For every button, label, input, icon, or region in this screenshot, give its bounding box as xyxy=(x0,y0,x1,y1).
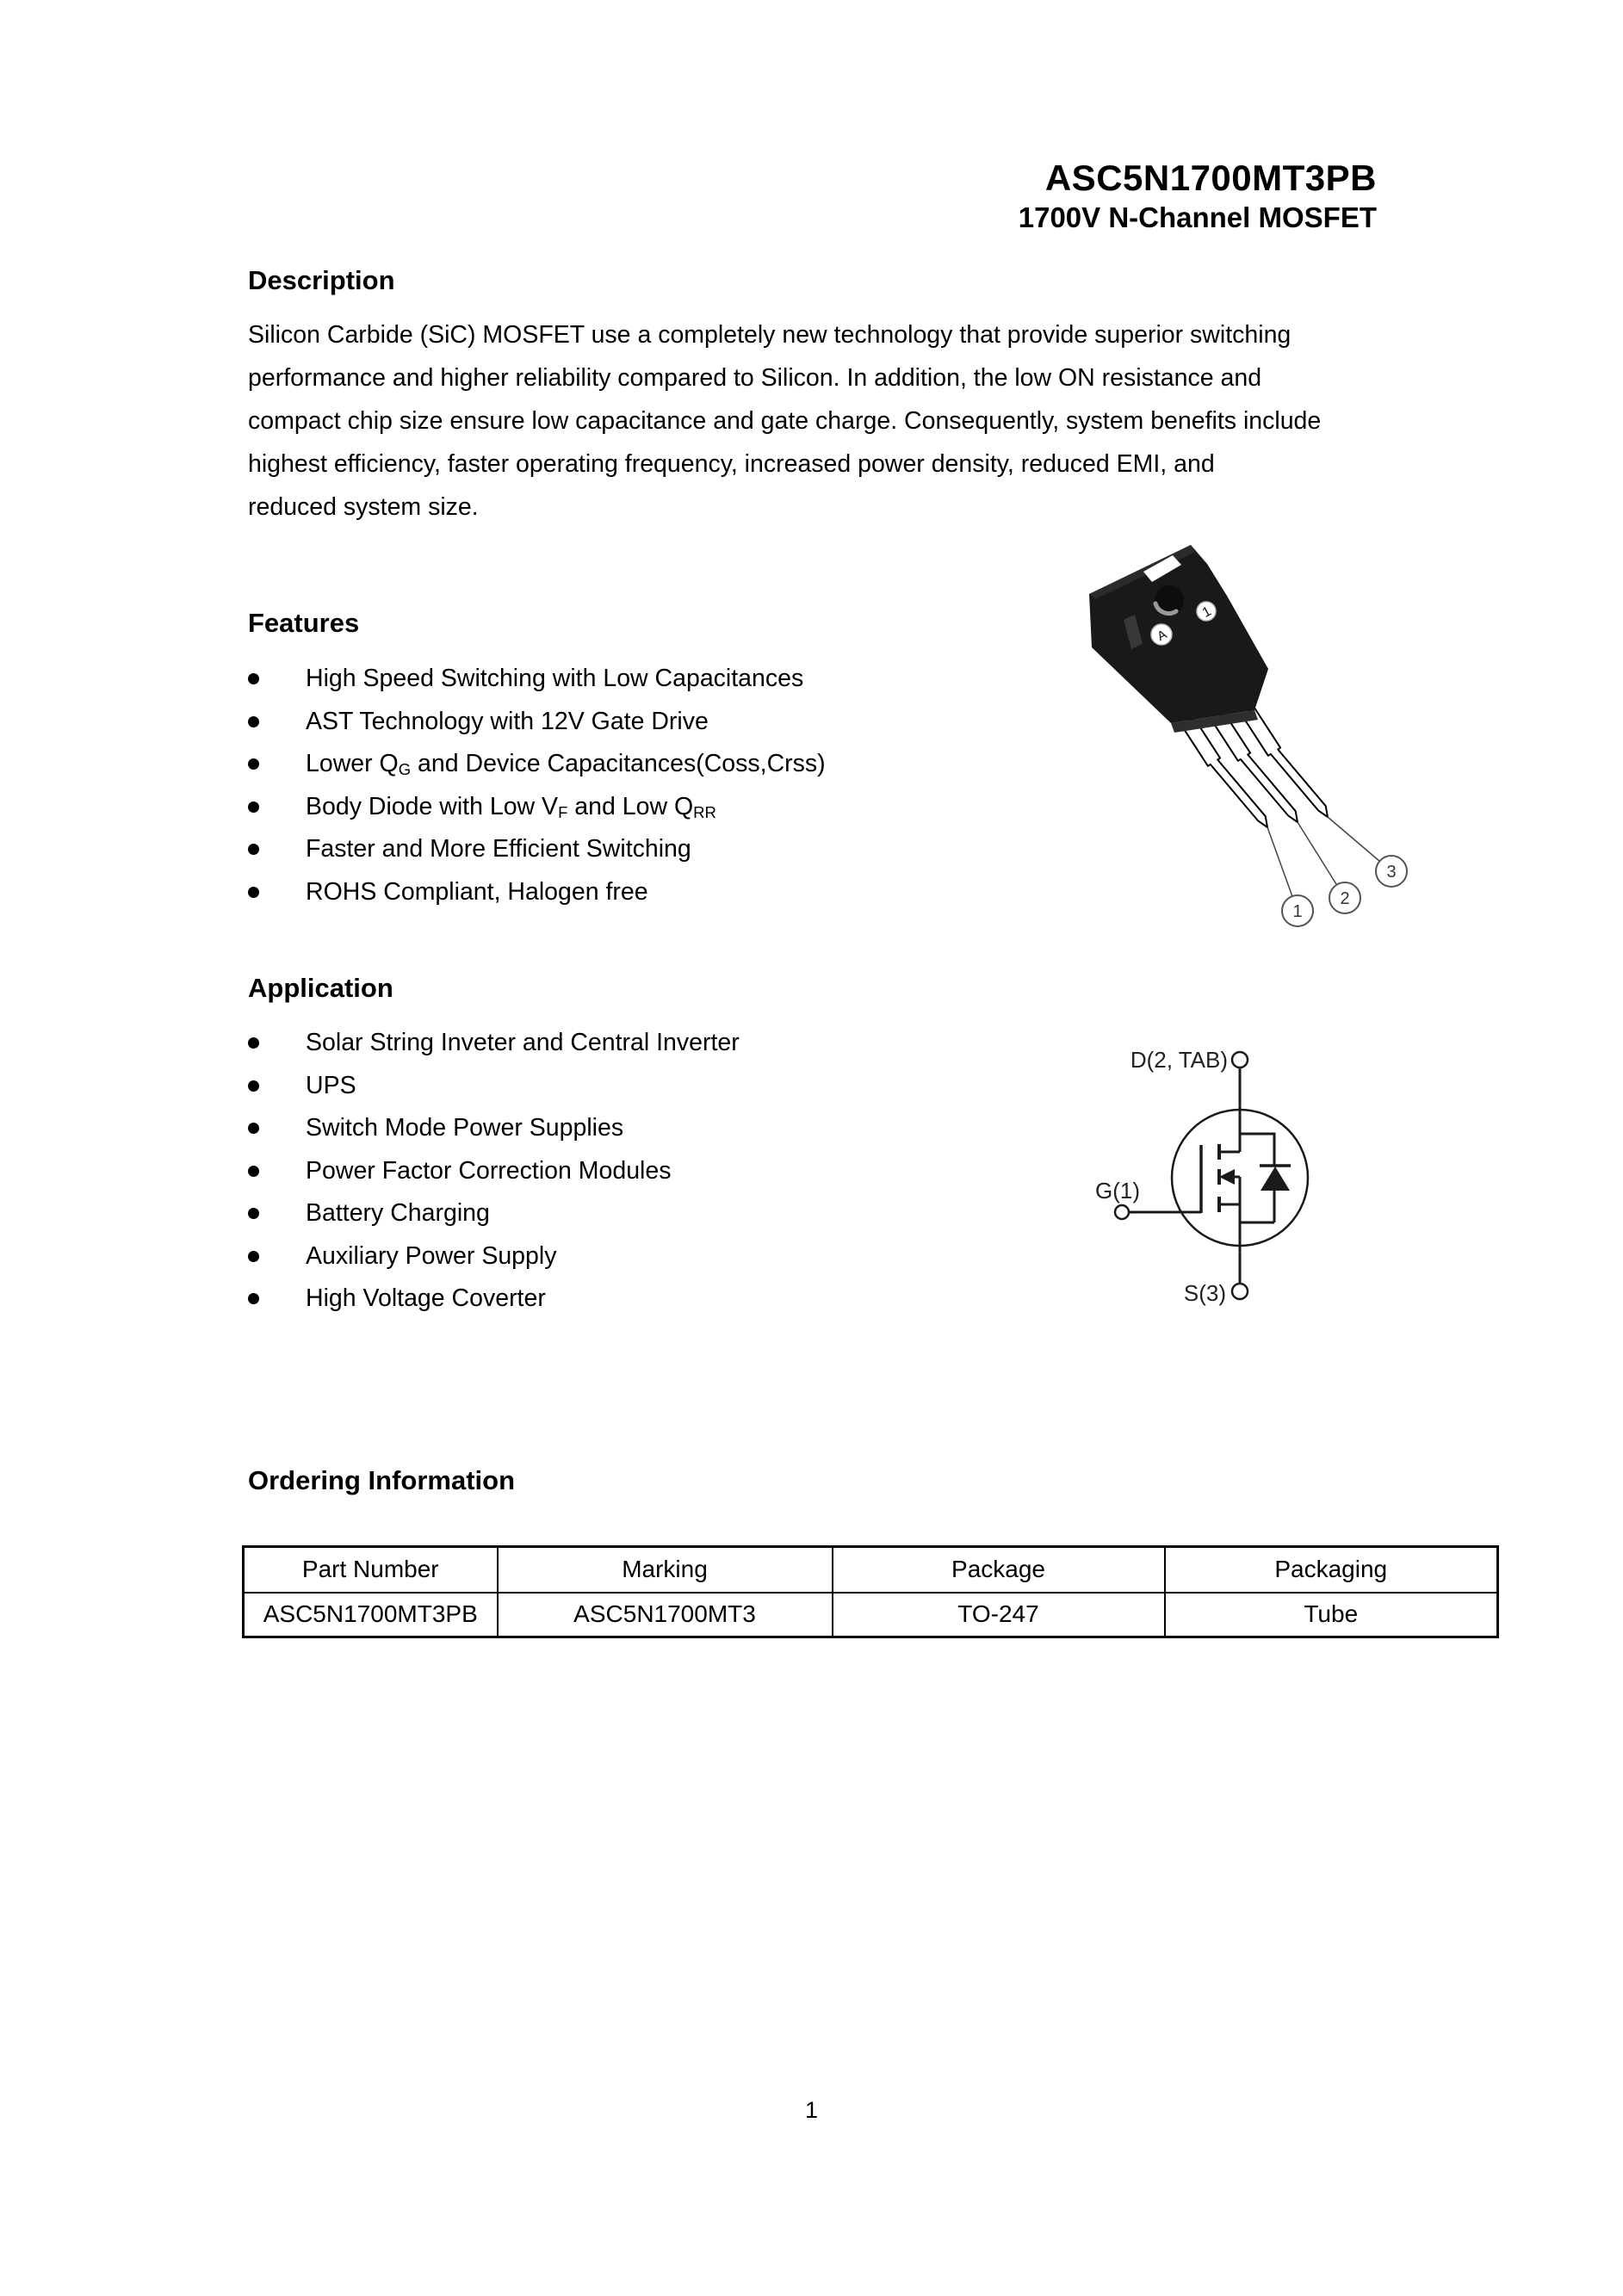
rev-mark-label: A xyxy=(1155,627,1170,645)
bullet-icon xyxy=(248,801,259,813)
drain-label: D(2, TAB) xyxy=(1130,1047,1228,1073)
bullet-icon xyxy=(248,758,259,770)
application-item xyxy=(248,1107,1195,1150)
feature-item xyxy=(248,786,1195,829)
bullet-icon xyxy=(248,1037,259,1049)
feature-item-label: Lower $Q_G$ and Device Capacitances(Coss,Crss) xyxy=(306,750,826,779)
table-header-cell: Package xyxy=(833,1547,1165,1593)
feature-item xyxy=(248,828,1195,871)
application-item-label: Solar String Inveter and Central Inverter xyxy=(306,1029,740,1057)
ordering-heading: Ordering Information xyxy=(248,1465,515,1495)
application-item xyxy=(248,1235,1195,1278)
package-drawing-to247 xyxy=(1059,534,1472,964)
feature-item-label: Faster and More Efficient Switching xyxy=(306,835,691,863)
table-header-cell: Packaging xyxy=(1165,1547,1498,1593)
table-data-cell: Tube xyxy=(1165,1593,1498,1637)
gate-terminal xyxy=(1115,1205,1129,1219)
application-list xyxy=(248,1022,1195,1321)
application-item-label: UPS xyxy=(306,1071,356,1099)
application-item xyxy=(248,1278,1195,1321)
application-item-label: Power Factor Correction Modules xyxy=(306,1156,672,1185)
description-line: reduced system size. xyxy=(248,493,479,521)
table-header-cell: Marking xyxy=(498,1547,833,1593)
application-item xyxy=(248,1022,1195,1065)
bullet-icon xyxy=(248,673,259,684)
application-item xyxy=(248,1065,1195,1108)
feature-item-label: ROHS Compliant, Halogen free xyxy=(306,877,648,906)
bullet-icon xyxy=(248,1208,259,1219)
description-heading: Description xyxy=(248,265,395,295)
channel-arrow xyxy=(1219,1169,1235,1185)
bullet-icon xyxy=(248,1293,259,1304)
gate-label: G(1) xyxy=(1095,1178,1140,1204)
source-label: S(3) xyxy=(1183,1280,1226,1306)
bullet-icon xyxy=(248,1123,259,1134)
mosfet-symbol-diagram xyxy=(1076,1016,1464,1360)
feature-item xyxy=(248,871,1195,914)
feature-item xyxy=(248,658,1195,701)
part-number-title: ASC5N1700MT3PB xyxy=(1044,158,1377,198)
table-data-row xyxy=(244,1593,1498,1637)
feature-item-label: Body Diode with Low $V_F$ and Low $Q_{RR}$ xyxy=(306,792,716,821)
bullet-icon xyxy=(248,1251,259,1262)
description-paragraph xyxy=(248,313,1453,529)
bullet-icon xyxy=(248,1166,259,1177)
pin-callout-2-label: 2 xyxy=(1340,889,1350,908)
application-item xyxy=(248,1192,1195,1235)
table-data-cell: ASC5N1700MT3 xyxy=(498,1593,833,1637)
feature-item-label: AST Technology with 12V Gate Drive xyxy=(306,707,709,735)
page-number: 1 xyxy=(804,2097,819,2123)
application-item-label: Battery Charging xyxy=(306,1199,490,1228)
drain-terminal xyxy=(1232,1052,1248,1068)
description-line: Silicon Carbide (SiC) MOSFET use a completely new technology that provide superior switching xyxy=(248,321,1292,349)
source-terminal xyxy=(1232,1284,1248,1299)
bullet-icon xyxy=(248,844,259,855)
body-diode xyxy=(1261,1167,1290,1191)
table-data-cell: ASC5N1700MT3PB xyxy=(244,1593,498,1637)
features-list xyxy=(248,658,1195,913)
device-subtitle: 1700V N-Channel MOSFET xyxy=(1018,201,1377,233)
features-heading: Features xyxy=(248,608,360,638)
table-data-cell: TO-247 xyxy=(833,1593,1165,1637)
bullet-icon xyxy=(248,887,259,898)
application-heading: Application xyxy=(248,973,393,1003)
feature-item xyxy=(248,743,1195,786)
pin-callout-1-label: 1 xyxy=(1292,902,1303,921)
feature-item xyxy=(248,701,1195,744)
feature-item-label: High Speed Switching with Low Capacitances xyxy=(306,665,804,693)
description-line: compact chip size ensure low capacitance and gate charge. Consequently, system benefits include xyxy=(248,407,1322,435)
bullet-icon xyxy=(248,716,259,727)
description-line: highest efficiency, faster operating frequency, increased power density, reduced EMI, and xyxy=(248,450,1215,478)
description-line: performance and higher reliability compared to Silicon. In addition, the low ON resistance and xyxy=(248,364,1262,392)
application-item-label: Switch Mode Power Supplies xyxy=(306,1114,624,1142)
table-header-row xyxy=(244,1547,1498,1593)
pin1-mark-label: 1 xyxy=(1199,603,1214,621)
pin-callout-3-label: 3 xyxy=(1386,863,1397,882)
application-item xyxy=(248,1150,1195,1193)
title-block xyxy=(0,158,1377,234)
bullet-icon xyxy=(248,1080,259,1092)
ordering-table xyxy=(242,1545,1499,1638)
package-body xyxy=(1089,545,1268,733)
application-item-label: High Voltage Coverter xyxy=(306,1284,546,1313)
application-item-label: Auxiliary Power Supply xyxy=(306,1241,557,1270)
table-header-cell: Part Number xyxy=(244,1547,498,1593)
